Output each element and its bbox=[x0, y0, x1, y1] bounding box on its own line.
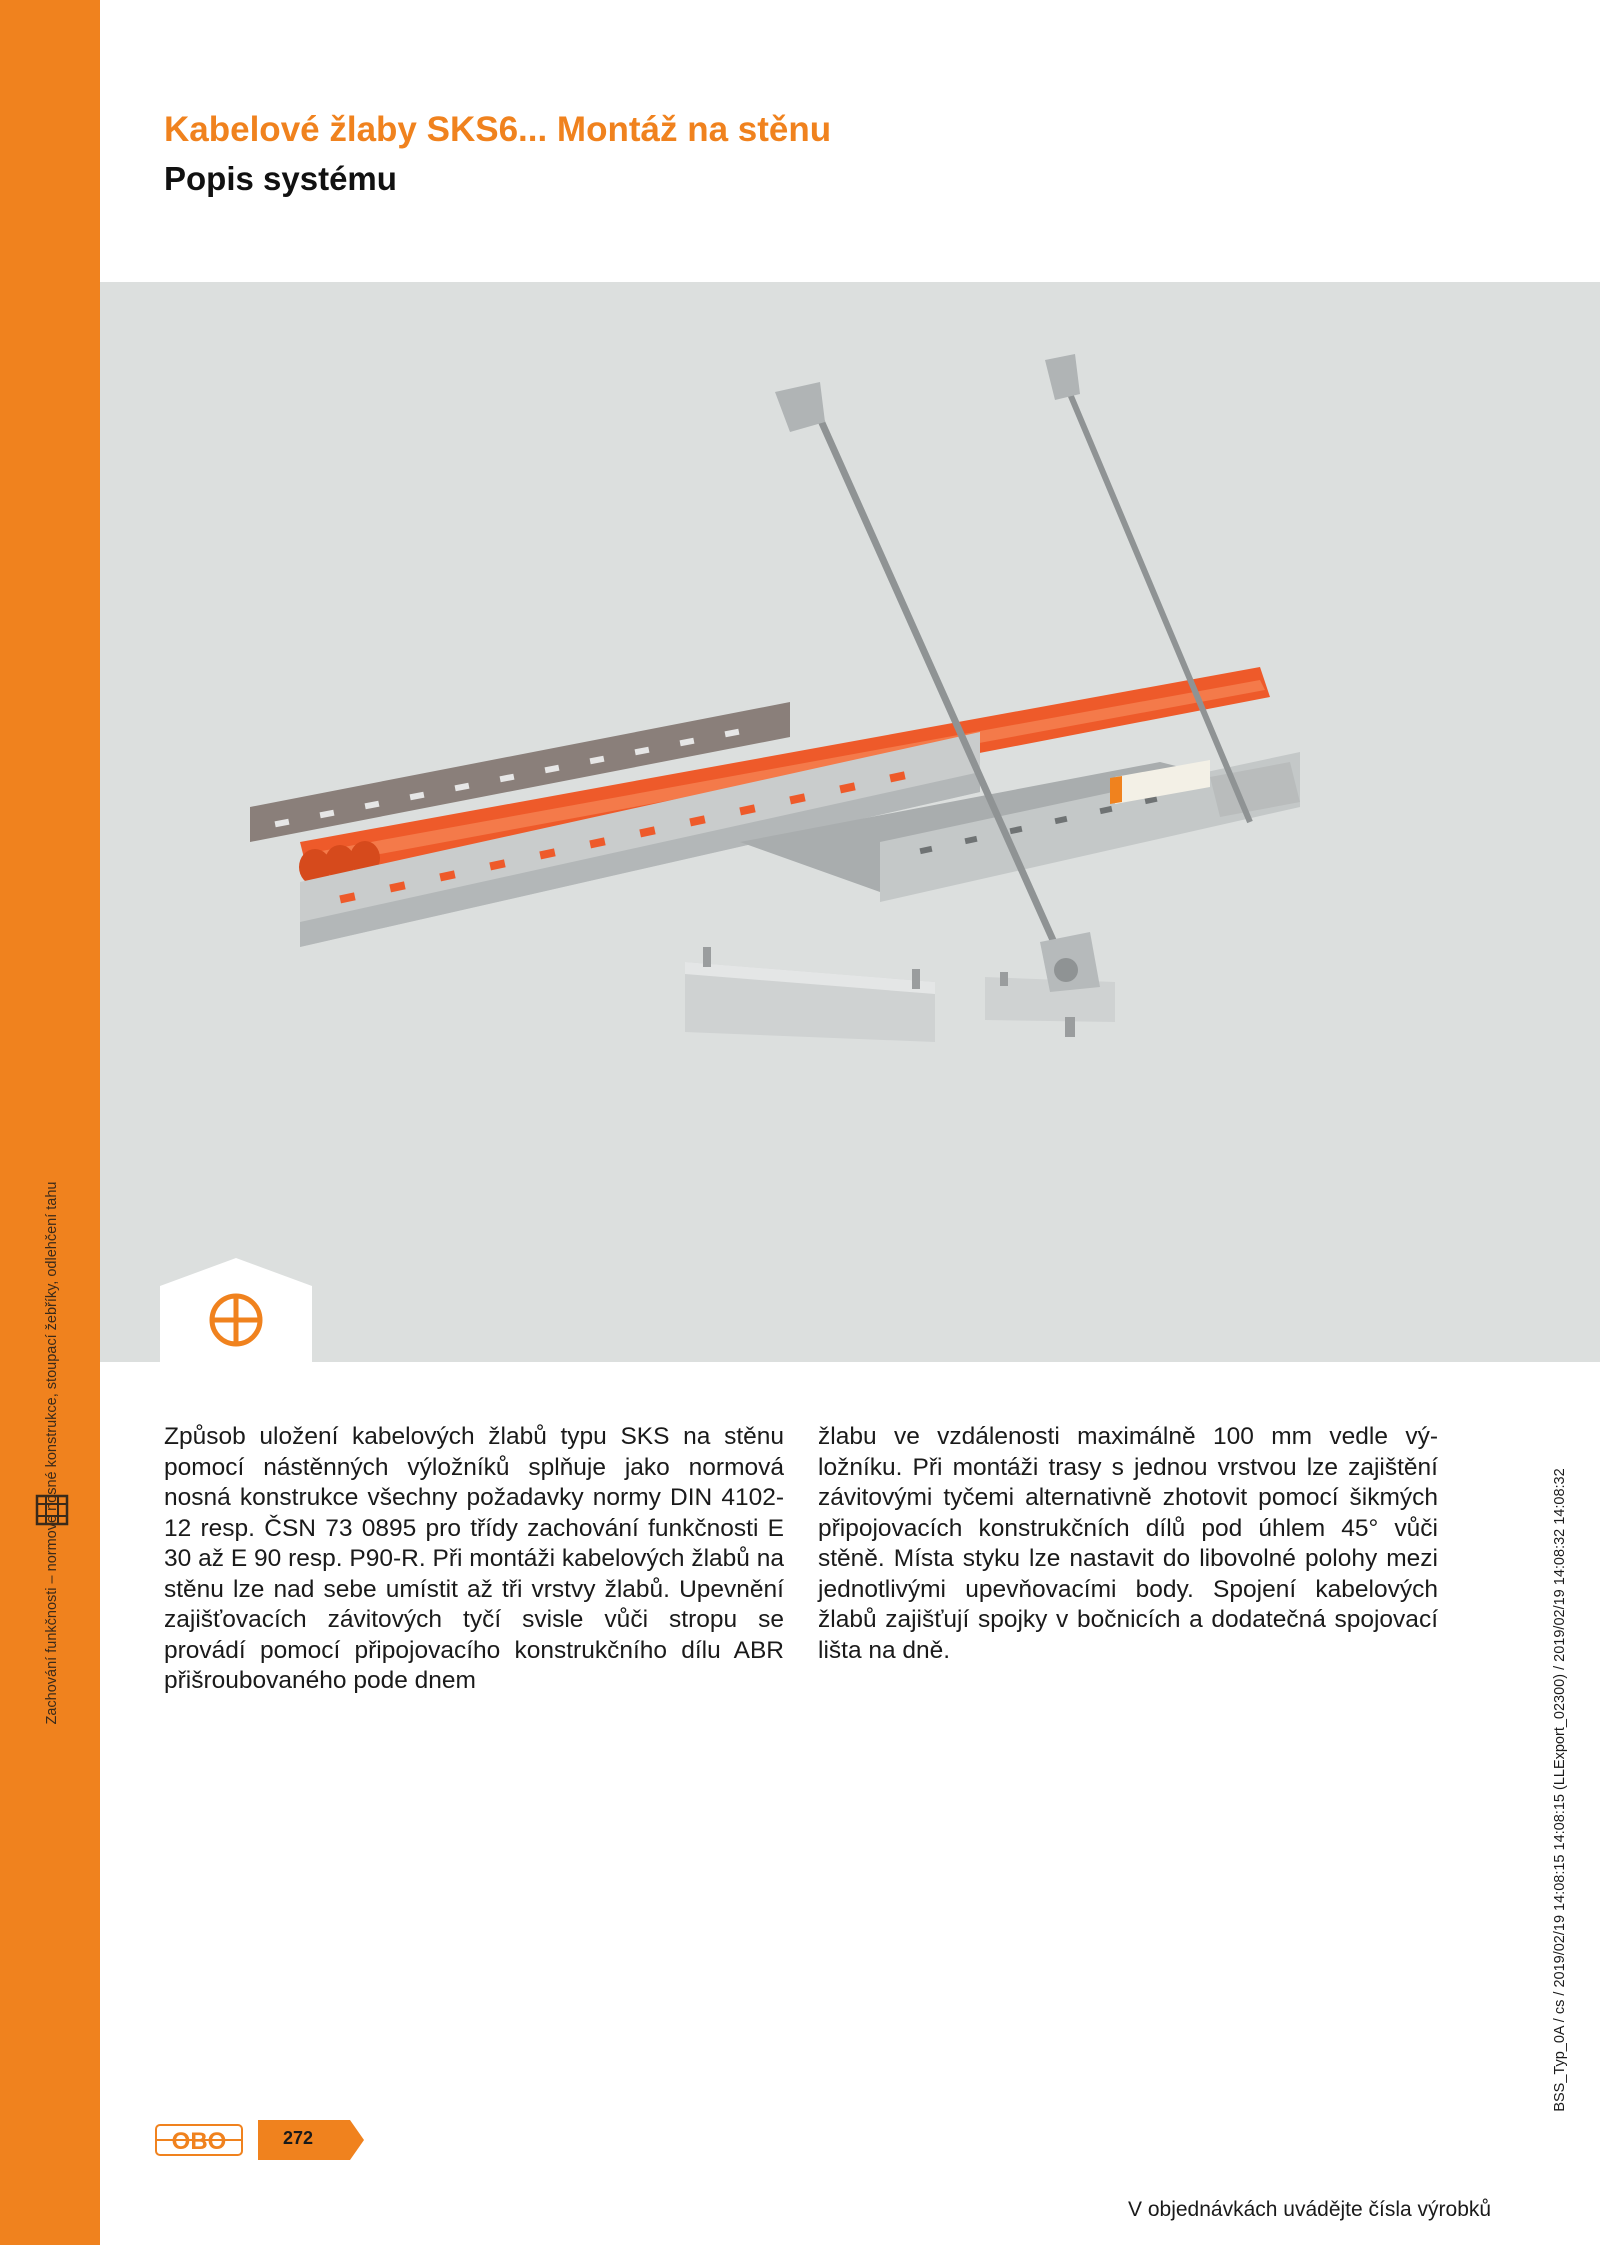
body-text-column-1: Způsob uložení kabelových žlabů typu SKS na stěnu pomocí nástěnných výložníků splňuje jako normová nosná konstrukce všechny požadavky normy DIN 4102-12 resp. ČSN 73 0895 pro třídy zachování funkčnosti E 30 až E 90 resp. P90-R. Při montáži kabelových žlabů na stěnu lze nad sebe umístit až tři vrstvy žlabů. Upevnění zajišťovacích závitových tyčí svisle vůči stropu se provádí pomocí připojovacího konstrukčního dílu ABR přišroubovaného pode dnem bbox=[164, 1423, 784, 1694]
plus-circle-icon bbox=[160, 1258, 312, 1362]
obo-logo bbox=[155, 2124, 243, 2156]
page-title: Kabelové žlaby SKS6... Montáž na stěnu bbox=[164, 110, 832, 149]
page-number: 272 bbox=[283, 2128, 314, 2148]
footer-note: V objednávkách uvádějte čísla výrobků bbox=[1128, 2198, 1492, 2221]
page-subtitle: Popis systému bbox=[164, 160, 397, 197]
side-color-bar bbox=[0, 0, 100, 2245]
svg-text:OBO: OBO bbox=[171, 2128, 227, 2155]
product-photo bbox=[100, 282, 1600, 1362]
cable-tray-product-image bbox=[100, 282, 1600, 1362]
body-text-column-2: žlabu ve vzdálenosti maximálně 100 mm vedle výložníku. Při montáži trasy s jednou vrstvou lze zajištění závitovými tyčemi alternativně zhotovit pomocí šikmých připojovacích konstrukčních dílů pod úhlem 45° vůči stěně. Místa styku lze nastavit do libovolné polohy mezi jednotlivými upevňovacími body. Spojení kabelových žlabů zajišťují spojky v bočnicích a dodatečná spojovací lišta na dně. bbox=[818, 1423, 1438, 1664]
sidebar-vertical-caption: Zachování funkčnosti – normové nosné konstrukce, stoupací žebříky, odlehčení tahu bbox=[44, 1181, 60, 1725]
cable-ladder-icon bbox=[34, 1492, 70, 1528]
document-metadata: BSS_Typ_0A / cs / 2019/02/19 14:08:15 14:08:15 (LLExport_02300) / 2019/02/19 14:08:32 14:08:32 bbox=[1552, 1468, 1568, 2112]
